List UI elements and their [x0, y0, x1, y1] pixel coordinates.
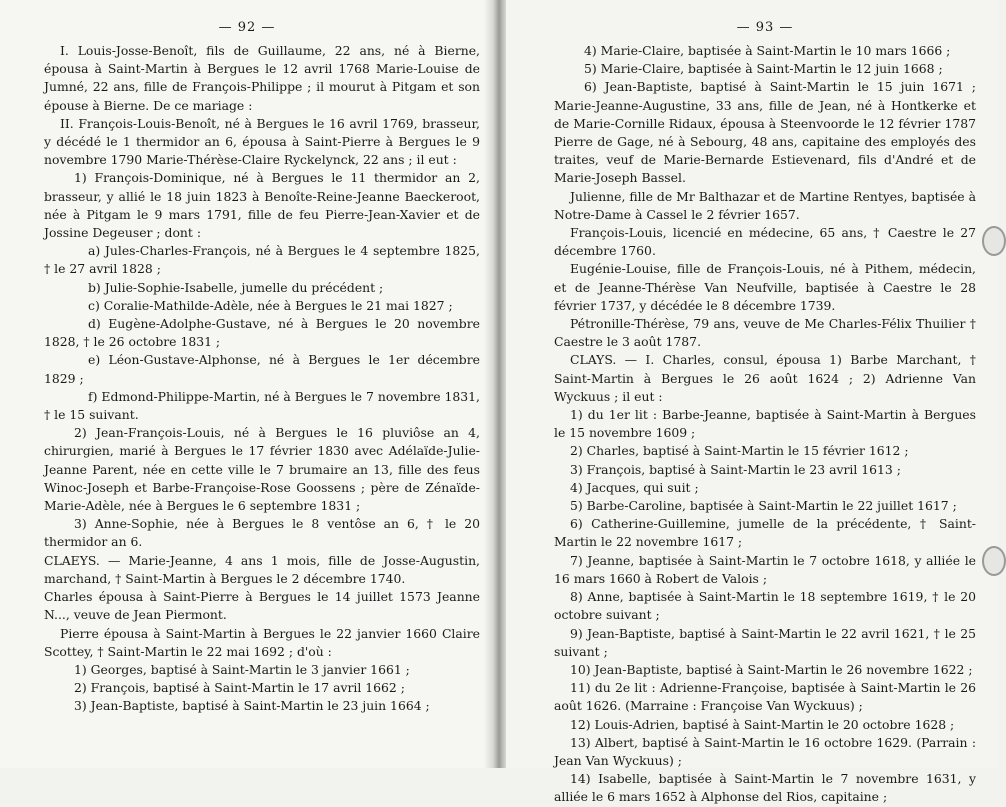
paragraph: e) Léon-Gustave-Alphonse, né à Bergues le 1er décembre 1829 ; — [44, 352, 480, 386]
paragraph: 8) Anne, baptisée à Saint-Martin le 18 septembre 1619, † le 20 octobre suivant ; — [554, 589, 976, 623]
paragraph: 11) du 2e lit : Adrienne-Françoise, baptisée à Saint-Martin le 26 août 1626. (Marraine : Françoise Van Wyckuus) ; — [554, 680, 976, 714]
paragraph: CLAYS. — I. Charles, consul, épousa 1) Barbe Marchant, † Saint-Martin à Bergues le 26 août 1624 ; 2) Adrienne Van Wyckuus ; il eut : — [554, 352, 976, 404]
paragraph: 5) Marie-Claire, baptisée à Saint-Martin le 12 juin 1668 ; — [584, 61, 943, 77]
paragraph: Julienne, fille de Mr Balthazar et de Martine Rentyes, baptisée à Notre-Dame à Cassel le 2 février 1657. — [554, 188, 976, 222]
paragraph: d) Eugène-Adolphe-Gustave, né à Bergues le 20 novembre 1828, † le 26 octobre 1831 ; — [44, 316, 480, 350]
paragraph: 6) Jean-Baptiste, baptisé à Saint-Martin le 15 juin 1671 ; Marie-Jeanne-Augustine, 33 ans, fille de Jean, né à Hontkerke et de Marie-Cornille Ridaux, épousa à Steenvoorde le 12 février 1787 Pierre de Gage, né à Sebourg, 48 ans, capitaine des employés des traites, veuf de Marie-Bernarde Estievenard, fils d'André et de Marie-Joseph Bassel. — [554, 79, 976, 186]
paragraph: c) Coralie-Mathilde-Adèle, née à Bergues le 21 mai 1827 ; — [88, 297, 453, 313]
paragraph: 4) Jacques, qui suit ; — [570, 479, 699, 495]
paragraph: 3) François, baptisé à Saint-Martin le 23 avril 1613 ; — [570, 461, 901, 477]
paragraph: 4) Marie-Claire, baptisée à Saint-Martin le 10 mars 1666 ; — [584, 43, 951, 58]
page-number-right: — 93 — — [736, 20, 794, 35]
paragraph: a) Jules-Charles-François, né à Bergues le 4 septembre 1825, † le 27 avril 1828 ; — [44, 243, 480, 277]
paragraph: Pierre épousa à Saint-Martin à Bergues le 22 janvier 1660 Claire Scottey, † Saint-Martin le 22 mai 1692 ; d'où : — [44, 625, 480, 659]
paragraph: 5) Barbe-Caroline, baptisée à Saint-Martin le 22 juillet 1617 ; — [570, 498, 957, 514]
paragraph: 3) Jean-Baptiste, baptisé à Saint-Martin le 23 juin 1664 ; — [74, 698, 430, 714]
paragraph: 3) Anne-Sophie, née à Bergues le 8 ventôse an 6, † le 20 thermidor an 6. — [44, 516, 480, 550]
paragraph: I. Louis-Josse-Benoît, fils de Guillaume, 22 ans, né à Bierne, épousa à Saint-Martin à Bergues le 12 avril 1768 Marie-Louise de Jumné, 22 ans, fille de François-Philippe ; il mourut à Pitgam et son épouse à Bierne. De ce mariage : — [44, 43, 480, 113]
paragraph: 9) Jean-Baptiste, baptisé à Saint-Martin le 22 avril 1621, † le 25 suivant ; — [554, 625, 976, 659]
paragraph: 7) Jeanne, baptisée à Saint-Martin le 7 octobre 1618, y alliée le 16 mars 1660 à Robert de Valois ; — [554, 552, 976, 586]
paragraph: 6) Catherine-Guillemine, jumelle de la précédente, † Saint-Martin le 22 novembre 1617 ; — [554, 516, 976, 550]
binding-hole-icon — [982, 226, 1006, 256]
left-page — [0, 0, 492, 768]
paragraph: f) Edmond-Philippe-Martin, né à Bergues le 7 novembre 1831, † le 15 suivant. — [44, 388, 480, 423]
paragraph: II. François-Louis-Benoît, né à Bergues le 16 avril 1769, brasseur, y décédé le 1 thermidor an 6, épousa à Saint-Pierre à Bergues le 9 novembre 1790 Marie-Thérèse-Claire Ryckelynck, 22 ans ; il eut : — [44, 115, 480, 168]
paragraph: b) Julie-Sophie-Isabelle, jumelle du précédent ; — [88, 279, 384, 295]
paragraph: 2) Jean-François-Louis, né à Bergues le 16 pluviôse an 4, chirurgien, marié à Bergues le 17 février 1830 avec Adélaïde-Julie-Jeanne Parent, née en cette ville le 7 brumaire an 13, fille des feus Winoc-Joseph et Barbe-Françoise-Rose Goossens ; père de Zénaïde-Marie-Adèle, née à Bergues le 6 septembre 1831 ; — [44, 425, 480, 514]
right-page — [506, 0, 998, 805]
paragraph: 1) François-Dominique, né à Bergues le 11 thermidor an 2, brasseur, y allié le 18 juin 1823 à Benoîte-Reine-Jeanne Baeckeroot, née à Pitgam le 9 mars 1791, fille de feu Pierre-Jean-Xavier et de Jossine Degeuser ; dont : — [44, 170, 480, 241]
paragraph: Charles épousa à Saint-Pierre à Bergues le 14 juillet 1573 Jeanne N..., veuve de Jean Piermont. — [44, 589, 480, 623]
paragraph: Pétronille-Thérèse, 79 ans, veuve de Me Charles-Félix Thuilier † Caestre le 3 août 1787. — [554, 316, 976, 350]
paragraph: 1) Georges, baptisé à Saint-Martin le 3 janvier 1661 ; — [74, 661, 410, 677]
paragraph: CLAEYS. — Marie-Jeanne, 4 ans 1 mois, fille de Josse-Augustin, marchand, † Saint-Martin à Bergues le 2 décembre 1740. — [44, 552, 480, 586]
paragraph: Eugénie-Louise, fille de François-Louis, né à Pithem, médecin, et de Jeanne-Thérèse Van Neufville, baptisée à Caestre le 28 février 1737, y décédée le 8 décembre 1739. — [554, 261, 976, 313]
paragraph: 12) Louis-Adrien, baptisé à Saint-Martin le 20 octobre 1628 ; — [570, 716, 955, 732]
paragraph: François-Louis, licencié en médecine, 65 ans, † Caestre le 27 décembre 1760. — [554, 225, 976, 259]
paragraph: 2) François, baptisé à Saint-Martin le 17 avril 1662 ; — [74, 680, 405, 696]
paragraph: 2) Charles, baptisé à Saint-Martin le 15 février 1612 ; — [570, 443, 909, 459]
paragraph: 13) Albert, baptisé à Saint-Martin le 16 octobre 1629. (Parrain : Jean Van Wyckuus) ; — [554, 734, 976, 768]
page-number-left: — 92 — — [218, 20, 276, 35]
paragraph: 10) Jean-Baptiste, baptisé à Saint-Martin le 26 novembre 1622 ; — [570, 661, 973, 677]
binding-hole-icon — [982, 546, 1006, 576]
paragraph: 14) Isabelle, baptisée à Saint-Martin le 7 novembre 1631, y alliée le 6 mars 1652 à Alphonse del Rios, capitaine ; — [554, 771, 976, 805]
paragraph: 1) du 1er lit : Barbe-Jeanne, baptisée à Saint-Martin à Bergues le 15 novembre 1609 ; — [554, 407, 976, 441]
